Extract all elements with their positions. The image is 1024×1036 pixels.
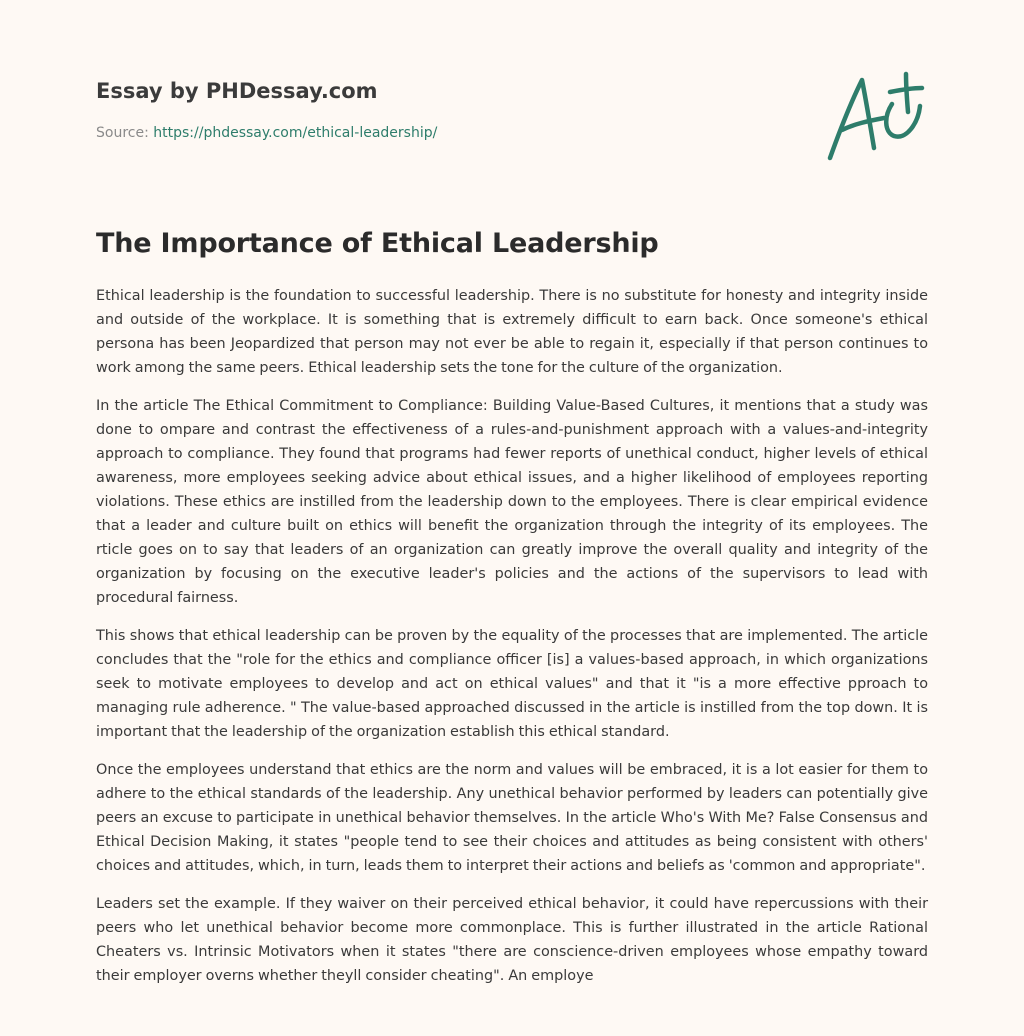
essay-paragraph: Ethical leadership is the foundation to successful leadership. There is no substitute for honesty and integrity inside and outside of the workplace. It is something that is extremely difficult to earn back. Once someone's ethical persona has been Jeopardized that person may not ever be able to regain it, especially if that person continues to work among the same peers. Ethical leadership sets the tone for the culture of the organization. — [96, 288, 928, 376]
essay-body — [96, 284, 928, 1002]
source-line — [96, 124, 437, 142]
source-link[interactable]: https://phdessay.com/ethical-leadership/ — [153, 125, 438, 141]
essay-paragraph: Once the employees understand that ethics are the norm and values will be embraced, it is a lot easier for them to adhere to the ethical standards of the leadership. Any unethical behavior performed by leaders can potentially give peers an excuse to participate in unethical behavior themselves. In the article Who's With Me? False Consensus and Ethical Decision Making, it states "people tend to see their choices and attitudes as being consistent with others' choices and attitudes, which, in turn, leads them to interpret their actions and beliefs as 'common and appropriate". — [96, 762, 928, 874]
essay-paragraph: This shows that ethical leadership can be proven by the equality of the processes that are implemented. The article concludes that the "role for the ethics and compliance officer [is] a values-based approach, in which organizations seek to motivate employees to develop and act on ethical values" and that it "is a more effective pproach to managing rule adherence. " The value-based approached discussed in the article is instilled from the top down. It is important that the leadership of the organization establish this ethical standard. — [96, 628, 928, 740]
a-plus-grade-icon — [822, 66, 928, 164]
brand-title: Essay by PHDessay.com — [96, 79, 378, 103]
essay-paragraph: In the article The Ethical Commitment to Compliance: Building Value-Based Cultures, it mentions that a study was done to ompare and contrast the effectiveness of a rules-and-punishment approach with a values-and-integrity approach to compliance. They found that programs had fewer reports of unethical conduct, higher levels of ethical awareness, more employees seeking advice about ethical issues, and a higher likelihood of employees reporting violations. These ethics are instilled from the leadership down to the employees. There is clear empirical evidence that a leader and culture built on ethics will benefit the organization through the integrity of its employees. The rticle goes on to say that leaders of an organization can greatly improve the overall quality and integrity of the organization by focusing on the executive leader's policies and the actions of the supervisors to lead with procedural fairness. — [96, 398, 928, 606]
source-label: Source: — [96, 125, 154, 141]
essay-paragraph: Leaders set the example. If they waiver on their perceived ethical behavior, it could have repercussions with their peers who let unethical behavior become more commonplace. This is further illustrated in the article Rational Cheaters vs. Intrinsic Motivators when it states "there are conscience-driven employees whose empathy toward their employer overns whether theyll consider cheating". An employe — [96, 896, 928, 984]
essay-title: The Importance of Ethical Leadership — [96, 228, 659, 259]
